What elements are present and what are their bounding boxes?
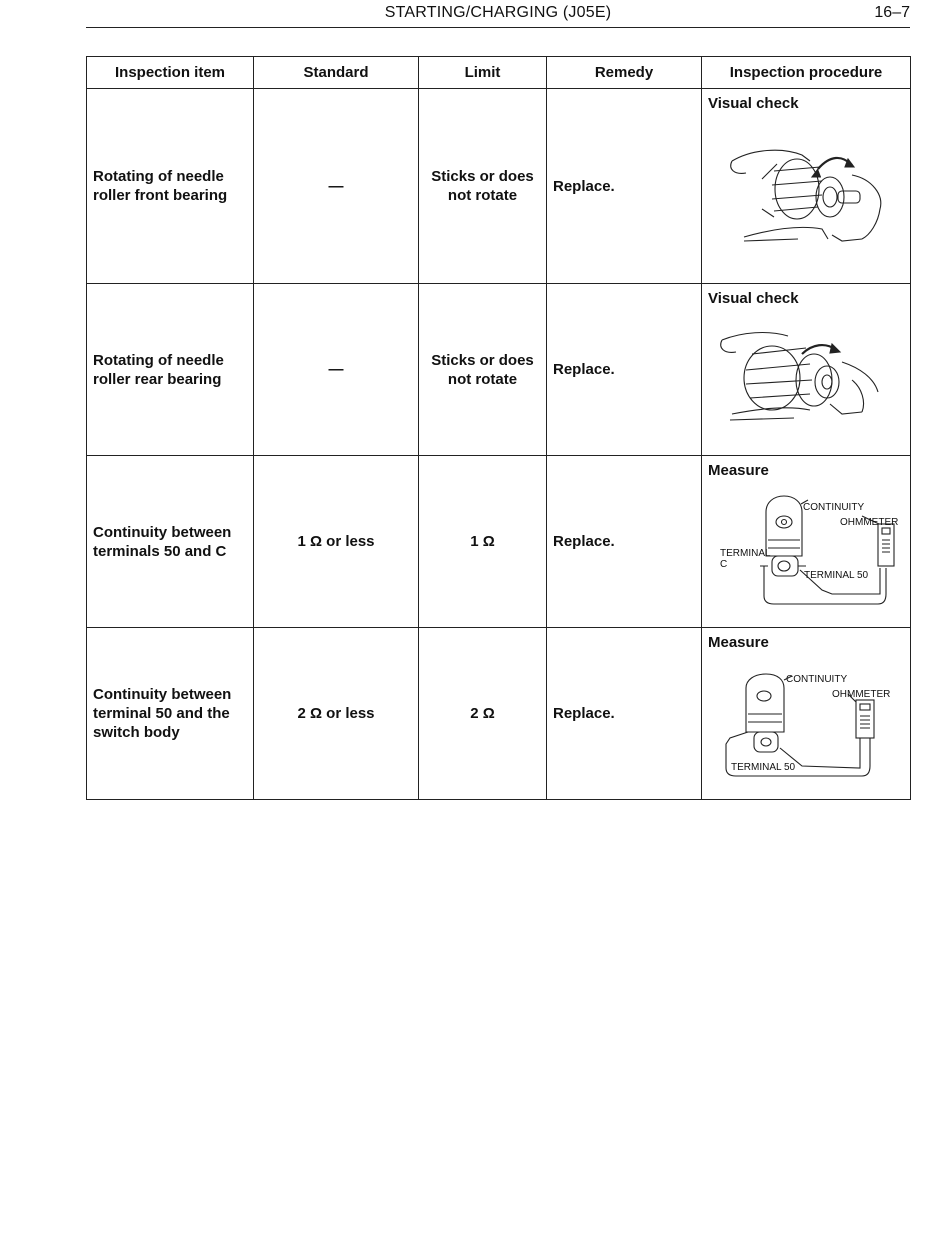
page-header <box>86 0 910 28</box>
limit-cell: Sticks or does not rotate <box>419 284 547 456</box>
remedy-cell: Replace. <box>547 456 702 628</box>
procedure-cell <box>702 456 911 628</box>
terminal-c-label-line2: C <box>720 559 728 570</box>
procedure-cell <box>702 89 911 284</box>
inspection-item-cell: Rotating of needle roller rear bearing <box>87 284 254 456</box>
continuity-label: CONTINUITY <box>803 502 865 513</box>
table-row <box>87 628 911 800</box>
limit-cell: 1 Ω <box>419 456 547 628</box>
terminal-50-label: TERMINAL 50 <box>731 762 796 773</box>
column-header-remedy: Remedy <box>547 57 702 89</box>
inspection-table <box>86 56 911 800</box>
terminal-c-label: TERMINAL <box>720 548 771 559</box>
inspection-item-cell: Rotating of needle roller front bearing <box>87 89 254 284</box>
limit-cell: Sticks or does not rotate <box>419 89 547 284</box>
inspection-item-cell: Continuity between terminal 50 and the switch body <box>87 628 254 800</box>
column-header-standard: Standard <box>254 57 419 89</box>
page-title: STARTING/CHARGING (J05E) <box>384 4 612 21</box>
table-header-row <box>87 57 911 89</box>
terminal-50-label: TERMINAL 50 <box>804 570 869 581</box>
procedure-label: Visual check <box>708 290 799 307</box>
standard-cell: 2 Ω or less <box>254 628 419 800</box>
table-row <box>87 284 911 456</box>
continuity-label: CONTINUITY <box>786 674 848 685</box>
remedy-cell: Replace. <box>547 89 702 284</box>
front-bearing-hand-rotation-illustration <box>702 89 910 283</box>
magnetic-switch-ohmmeter-diagram <box>702 456 910 627</box>
table-row <box>87 89 911 284</box>
table-row <box>87 456 911 628</box>
column-header-limit: Limit <box>419 57 547 89</box>
procedure-cell <box>702 628 911 800</box>
remedy-cell: Replace. <box>547 284 702 456</box>
standard-cell: — <box>254 89 419 284</box>
page-number: 16–7 <box>874 4 910 21</box>
procedure-cell <box>702 284 911 456</box>
ohmmeter-label: OHMMETER <box>840 517 899 528</box>
procedure-label: Measure <box>708 462 769 479</box>
rear-bearing-hand-rotation-illustration <box>702 284 910 455</box>
column-header-inspection-procedure: Inspection procedure <box>702 57 911 89</box>
procedure-label: Visual check <box>708 95 799 112</box>
remedy-cell: Replace. <box>547 628 702 800</box>
ohmmeter-label: OHMMETER <box>832 689 891 700</box>
standard-cell: 1 Ω or less <box>254 456 419 628</box>
procedure-label: Measure <box>708 634 769 651</box>
magnetic-switch-body-ohmmeter-diagram <box>702 628 910 799</box>
limit-cell: 2 Ω <box>419 628 547 800</box>
inspection-item-cell: Continuity between terminals 50 and C <box>87 456 254 628</box>
column-header-inspection-item: Inspection item <box>87 57 254 89</box>
standard-cell: — <box>254 284 419 456</box>
